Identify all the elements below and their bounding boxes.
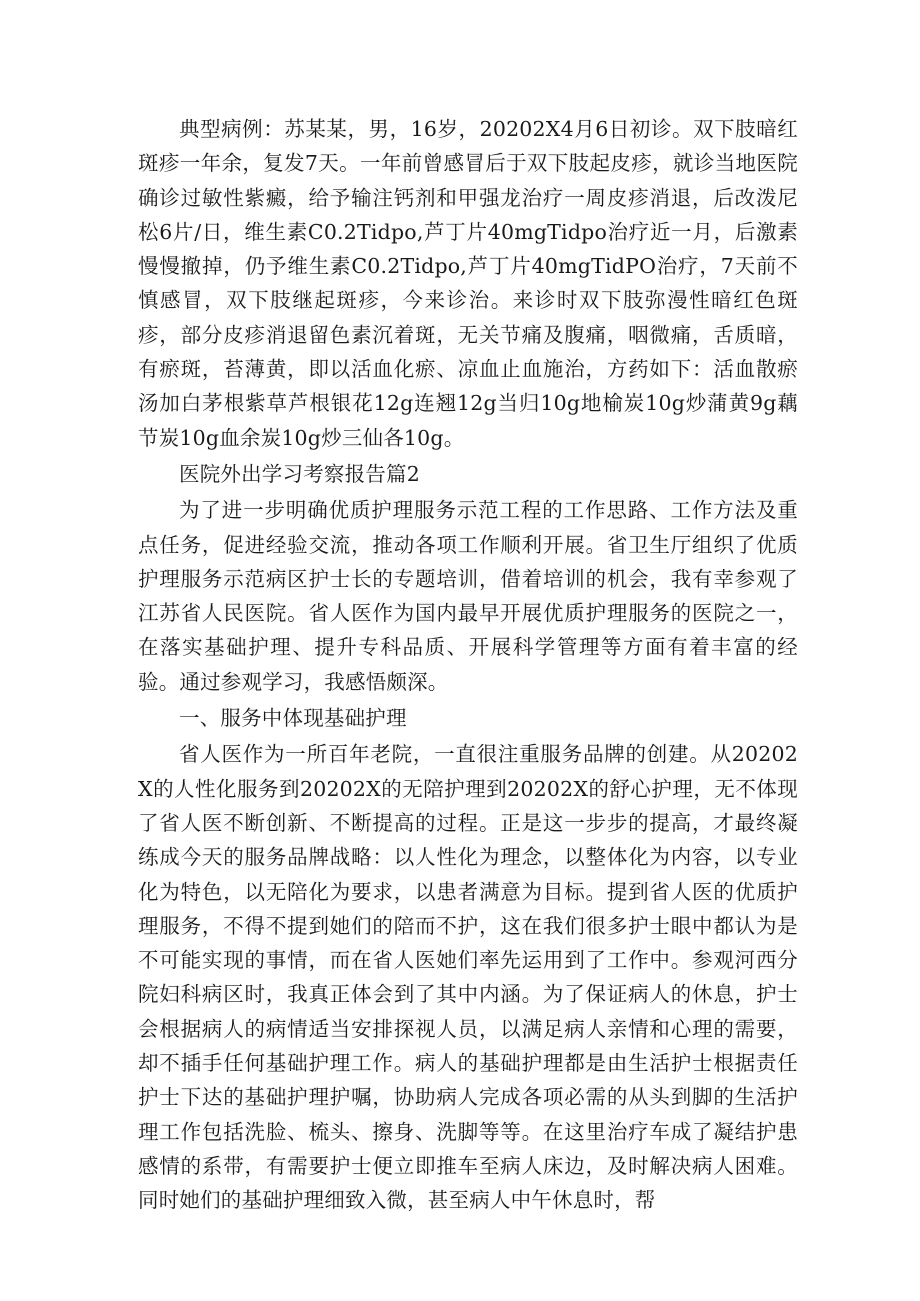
article-title: 医院外出学习考察报告篇2	[179, 461, 420, 486]
case-paragraph: 典型病例：苏某某，男，16岁，20202X4月6日初诊。双下肢暗红斑疹一年余，复发7天。一年前曾感冒后于双下肢起皮疹，就诊当地医院确诊过敏性紫癜，给予输注钙剂和甲强龙治疗一周皮疹消退，后改泼尼松6片/日，维生素C0.2Tidpo,芦丁片40mgTidpo治疗近一月，后激素慢慢撤掉，仍予维生素C0.2Tidpo,芦丁片40mgTidPO治疗，7天前不慎感冒，双下肢继起斑疹，今来诊治。来诊时双下肢弥漫性暗红色斑疹，部分皮疹消退留色素沉着斑，无关节痛及腹痛，咽微痛，舌质暗，有瘀斑，苔薄黄，即以活血化瘀、凉血止血施治，方药如下：活血散瘀汤加白茅根紫草芦根银花12g连翘12g当归10g地榆炭10g炒蒲黄9g藕节炭10g血余炭10g炒三仙各10g。	[138, 117, 798, 450]
body-paragraph: 省人医作为一所百年老院，一直很注重服务品牌的创建。从20202X的人性化服务到20202X的无陪护理到20202X的舒心护理，无不体现了省人医不断创新、不断提高的过程。正是这一步步的提高，才最终凝练成今天的服务品牌战略：以人性化为理念，以整体化为内容，以专业化为特色，以无陪化为要求，以患者满意为目标。提到省人医的优质护理服务，不得不提到她们的陪而不护，这在我们很多护士眼中都认为是不可能实现的事情，而在省人医她们率先运用到了工作中。参观河西分院妇科病区时，我真正体会到了其中内涵。为了保证病人的休息，护士会根据病人的病情适当安排探视人员，以满足病人亲情和心理的需要，却不插手任何基础护理工作。病人的基础护理都是由生活护士根据责任护士下达的基础护理护嘱，协助病人完成各项必需的从头到脚的生活护理工作包括洗脸、梳头、擦身、洗脚等等。在这里治疗车成了凝结护患感情的系带，有需要护士便立即推车至病人床边，及时解决病人困难。同时她们的基础护理细致入微，甚至病人中午休息时，帮	[138, 742, 798, 1213]
document-page	[138, 112, 798, 1218]
section-heading: 一、服务中体现基础护理	[179, 706, 407, 731]
intro-paragraph: 为了进一步明确优质护理服务示范工程的工作思路、工作方法及重点任务，促进经验交流，推动各项工作顺利开展。省卫生厅组织了优质护理服务示范病区护士长的专题培训，借着培训的机会，我有幸参观了江苏省人民医院。省人医作为国内最早开展优质护理服务的医院之一，在落实基础护理、提升专科品质、开展科学管理等方面有着丰富的经验。通过参观学习，我感悟颇深。	[138, 498, 798, 694]
